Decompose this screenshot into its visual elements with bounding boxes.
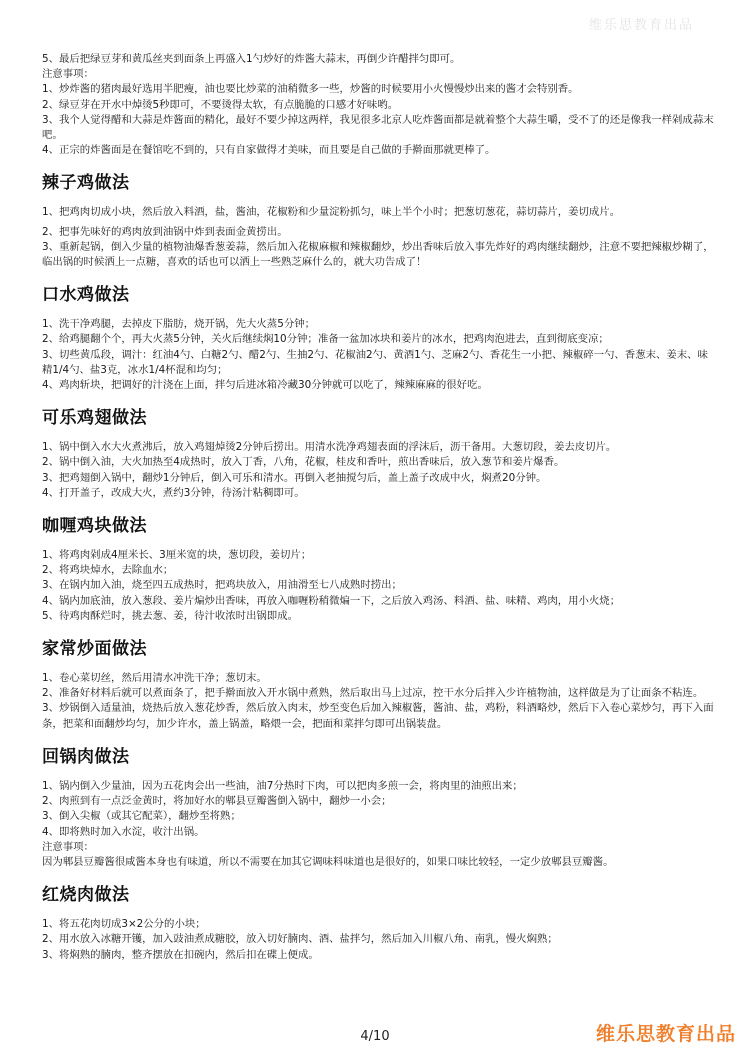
recipe-step: 3、切些黄瓜段，调汁：红油4勺、白糖2勺、醋2勺、生抽2勺、花椒油2勺、黄酒1勺、芝麻2勺、香花生一小把、辣椒碎一勺、香葱末、姜末、味精1/4勺、盐3克，冰水1/4杯混和均匀； <box>42 348 708 376</box>
recipe-step: 3、炒锅倒入适量油，烧热后放入葱花炒香，然后放入肉末，炒至变色后加入辣椒酱，酱油、盐，鸡粉，料酒略炒，然后下入卷心菜炒匀，再下入面条，把菜和面翻炒均匀，加少许水，盖上锅盖，略煨一会，把面和菜拌匀即可出锅装盘。 <box>42 702 714 730</box>
recipe-step: 3、重新起锅，倒入少量的植物油爆香葱姜蒜，然后加入花椒麻椒和辣椒翻炒，炒出香味后放入事先炸好的鸡肉继续翻炒，注意不要把辣椒炒糊了，临出锅的时候洒上一点糖，喜欢的话也可以洒上一些熟芝麻什么的，就大功告成了！ <box>42 240 714 269</box>
recipe-section-chaomian <box>42 634 714 732</box>
intro-line: 5、最后把绿豆芽和黄瓜丝夹到面条上再盛入1勺炒好的炸酱大蒜末，再倒少许醋拌匀即可。 <box>42 53 461 65</box>
intro-line: 3、我个人觉得醋和大蒜是炸酱面的精化，最好不要少掉这两样，我见很多北京人吃炸酱面都是就着整个大蒜生嚼，受不了的还是像我一样剁成蒜末吧。 <box>42 113 714 142</box>
recipe-step: 3、倒入尖椒（或其它配菜），翻炒至将熟； <box>42 810 241 823</box>
recipe-step: 4、锅内加底油，放入葱段、姜片煸炒出香味，再放入咖喱粉稍微煸一下，之后放入鸡汤、料酒、盐、味精、鸡肉，用小火烧； <box>42 594 621 607</box>
recipe-step: 1、洗干净鸡腿，去掉皮下脂肪，烧开锅，先大火蒸5分钟； <box>42 318 315 331</box>
recipe-step: 2、锅中倒入油，大火加热至4成热时，放入丁香，八角，花椒，桂皮和香叶，煎出香味后，放入葱节和姜片爆香。 <box>42 456 565 469</box>
section-title: 红烧肉做法 <box>42 885 130 906</box>
recipe-section-galijikuai <box>42 511 714 624</box>
recipe-section-huiguorou <box>42 742 714 870</box>
recipe-step: 2、给鸡腿翻个个，再大火蒸5分钟，关火后继续焖10分钟；准备一盆加冰块和姜片的冰水，把鸡肉泡进去，直到彻底变凉； <box>42 333 609 346</box>
intro-line: 注意事项： <box>42 68 94 81</box>
recipe-section-hongshaorou <box>42 880 714 963</box>
header-watermark: 维乐思教育出品 <box>588 18 694 33</box>
intro-line: 1、炒炸酱的猪肉最好选用半肥瘦，油也要比炒菜的油稍微多一些，炒酱的时候要用小火慢慢炒出来的酱才会特别香。 <box>42 83 579 96</box>
recipe-step: 1、将鸡肉剁成4厘米长、3厘米宽的块，葱切段，姜切片； <box>42 549 312 562</box>
recipe-step: 1、锅中倒入水大火煮沸后，放入鸡翅焯烫2分钟后捞出。用清水洗净鸡翅表面的浮沫后，沥干备用。大葱切段，姜去皮切片。 <box>42 441 617 454</box>
intro-line: 2、绿豆芽在开水中焯烫5秒即可，不要烫得太软，有点脆脆的口感才好味哟。 <box>42 98 399 111</box>
page-number: 4/10 <box>360 1029 390 1044</box>
recipe-step: 1、将五花肉切成3×2公分的小块； <box>42 918 206 931</box>
recipe-step: 2、把事先味好的鸡肉放到油锅中炸到表面金黄捞出。 <box>42 225 288 238</box>
recipe-section-laziji <box>42 168 714 270</box>
recipe-note-label: 注意事项： <box>42 840 94 853</box>
section-title: 可乐鸡翅做法 <box>42 408 147 429</box>
recipe-step: 1、卷心菜切丝，然后用清水冲洗干净；葱切末。 <box>42 672 267 685</box>
recipe-section-kelejichi <box>42 403 714 501</box>
recipe-step: 1、锅内倒入少量油，因为五花肉会出一些油，油7分热时下肉，可以把肉多煎一会，将肉里的油煎出来； <box>42 779 523 792</box>
recipe-step: 2、肉煎到有一点泛金黄时，将加好水的郫县豆瓣酱倒入锅中，翻炒一小会； <box>42 795 392 808</box>
section-title: 咖喱鸡块做法 <box>42 516 147 537</box>
recipe-step: 2、准备好材料后就可以煮面条了，把手擀面放入开水锅中煮熟，然后取出马上过凉，控干水分后拌入少许植物油，这样做是为了让面条不粘连。 <box>42 687 704 700</box>
recipe-step: 3、把鸡翅倒入锅中，翻炒1分钟后，倒入可乐和清水。再倒入老抽搅匀后，盖上盖子改成中火，焖煮20分钟。 <box>42 471 547 484</box>
section-title: 辣子鸡做法 <box>42 173 130 194</box>
section-title: 家常炒面做法 <box>42 639 147 660</box>
document-page <box>42 52 714 963</box>
section-title: 口水鸡做法 <box>42 285 130 306</box>
section-title: 回锅肉做法 <box>42 746 130 767</box>
recipe-note: 因为郫县豆瓣酱很咸酱本身也有味道，所以不需要在加其它调味料味道也是很好的，如果口味比较轻，一定少放郫县豆瓣酱。 <box>42 855 614 868</box>
footer-watermark: 维乐思教育出品 <box>595 1023 736 1045</box>
recipe-step: 2、用水放入冰糖开镬，加入豉油煮成糖胶，放入切好腩肉、酒、盐拌匀，然后加入川椒八角、南乳，慢火焖熟； <box>42 933 558 946</box>
recipe-step: 1、把鸡肉切成小块，然后放入料酒，盐，酱油，花椒粉和少量淀粉抓匀，味上半个小时；把葱切葱花，蒜切蒜片，姜切成片。 <box>42 206 621 219</box>
recipe-step: 3、将焖熟的腩肉，整齐摆放在扣碗内，然后扣在碟上便成。 <box>42 948 319 961</box>
recipe-step: 3、在锅内加入油，烧至四五成热时，把鸡块放入，用油滑至七八成熟时捞出； <box>42 579 402 592</box>
recipe-step: 4、即将熟时加入水淀，收汁出锅。 <box>42 825 205 838</box>
recipe-step: 4、打开盖子，改成大火，煮约3分钟，待汤汁粘稠即可。 <box>42 486 305 499</box>
recipe-section-koushuiji <box>42 280 714 393</box>
intro-block <box>42 52 714 158</box>
intro-line: 4、正宗的炸酱面是在餐馆吃不到的，只有自家做得才美味，而且要是自己做的手擀面那就更棒了。 <box>42 144 496 157</box>
recipe-step: 2、将鸡块焯水，去除血水； <box>42 564 174 577</box>
recipe-step: 5、待鸡肉酥烂时，挑去葱、姜，待汁收浓时出锅即成。 <box>42 609 298 622</box>
recipe-step: 4、鸡肉斩块，把调好的汁浇在上面，拌匀后进冰箱冷藏30分钟就可以吃了，辣辣麻麻的很好吃。 <box>42 379 488 392</box>
